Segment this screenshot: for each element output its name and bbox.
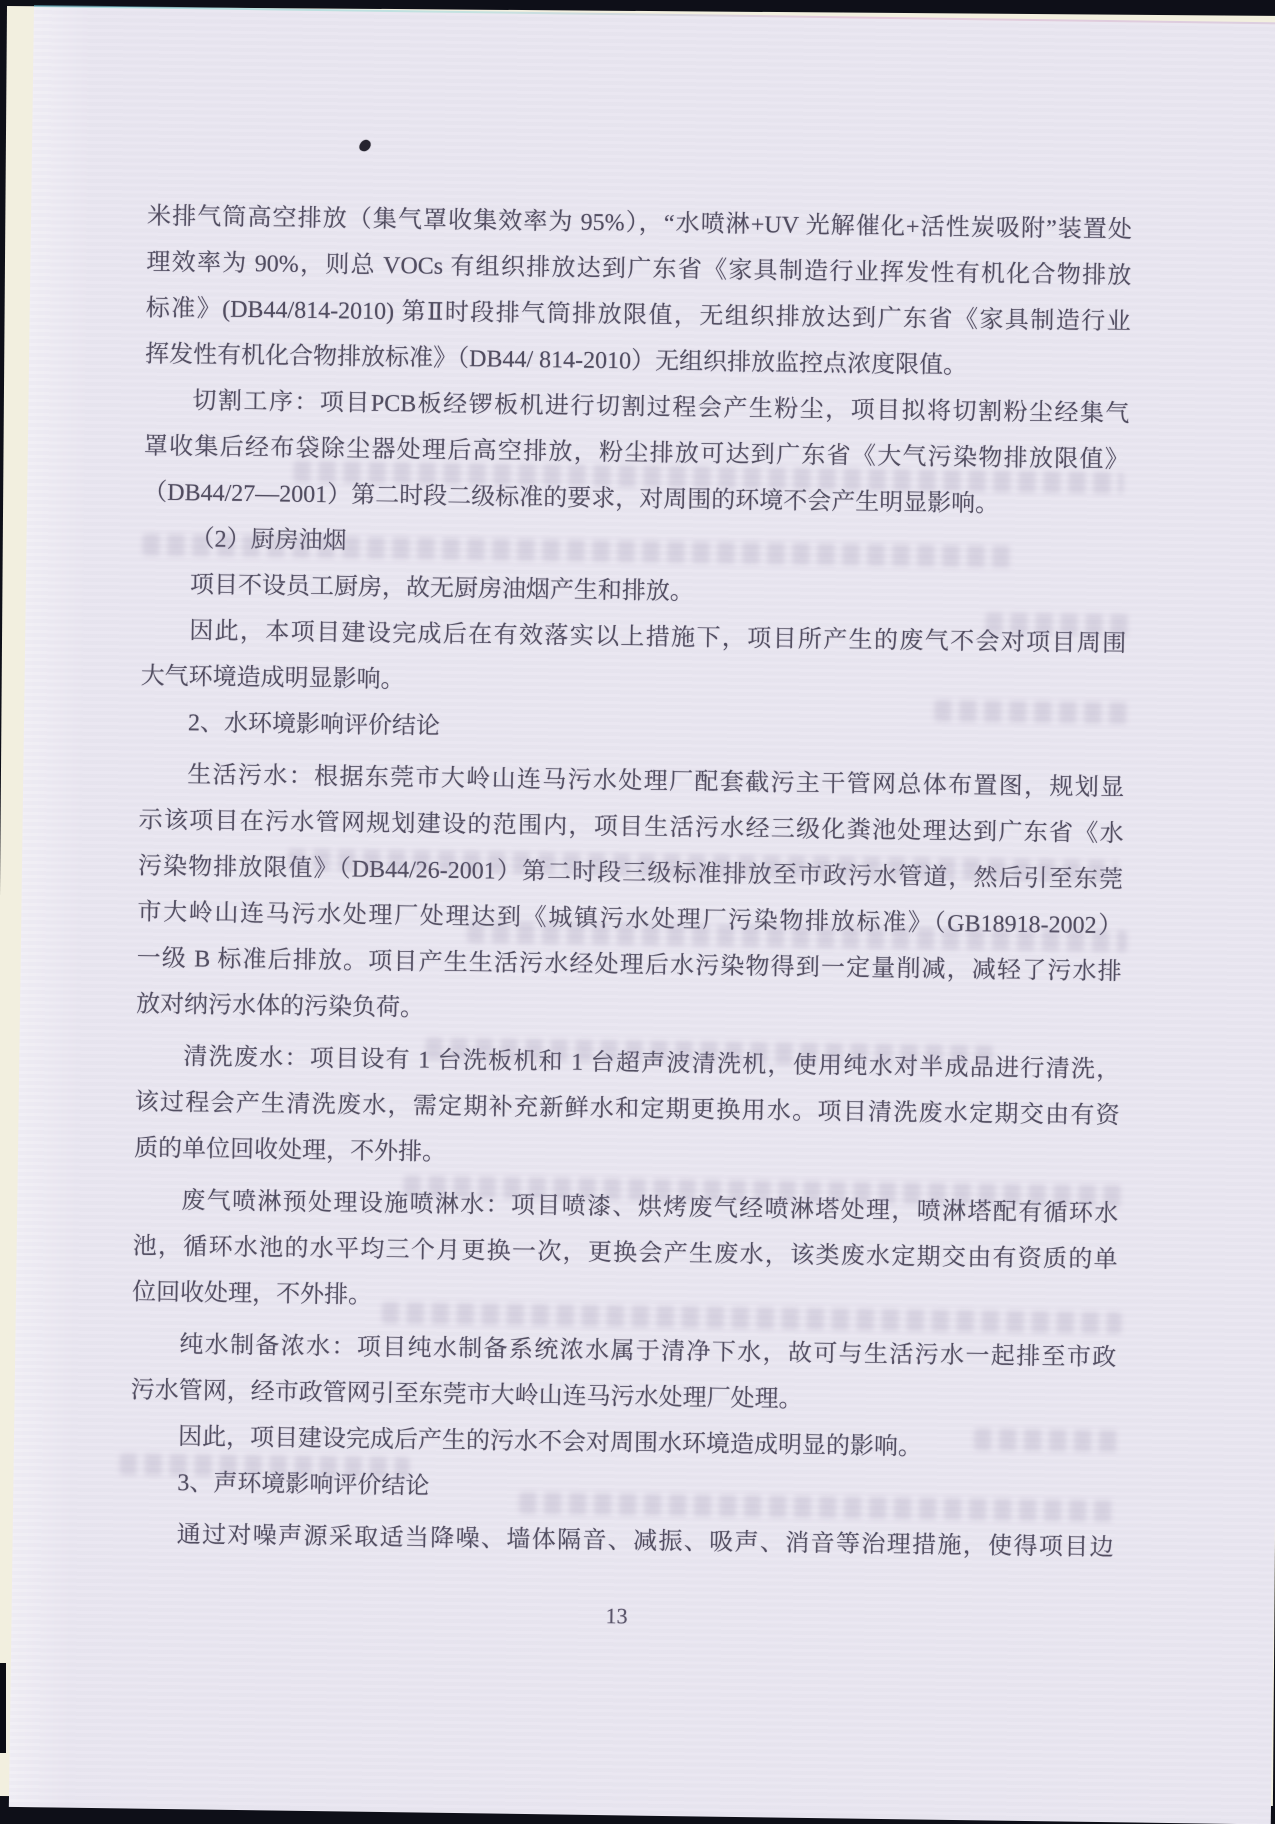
- text-line: 2、水环境影响评价结论: [187, 710, 441, 740]
- text-line: 清洗废水：项目设有 1 台洗板机和 1 台超声波清洗机，使用纯水对半成品进行清洗，: [183, 1044, 1121, 1084]
- text-line: 理效率为 90%，则总 VOCs 有组织排放达到广东省《家具制造行业挥发性有机化合物排放: [146, 249, 1132, 290]
- paragraph: [143, 378, 1130, 530]
- text-line: 示该项目在污水管网规划建设的范围内，项目生活污水经三级化粪池处理达到广东省《水: [138, 807, 1124, 848]
- paragraph: [145, 194, 1132, 392]
- text-line: 挥发性有机化合物排放标准》（DB44/ 814-2010）无组织排放监控点浓度限值。: [144, 341, 968, 380]
- text-line: 质的单位回收处理，不外排。: [133, 1135, 447, 1166]
- text-line: 通过对噪声源采取适当降噪、墙体隔音、减振、吸声、消音等治理措施，使得项目边: [176, 1522, 1114, 1562]
- text-line: 市大岭山连马污水处理厂处理达到《城镇污水处理厂污染物排放标准》（GB18918-2002）: [137, 899, 1123, 940]
- text-line: 因此，项目建设完成后产生的污水不会对周围水环境造成明显的影响。: [177, 1424, 923, 1461]
- text-line: 一级 B 标准后排放。项目产生生活污水经处理后水污染物得到一定量削减，减轻了污水排: [136, 945, 1122, 986]
- text-line: 该过程会产生清洗废水，需定期补充新鲜水和定期更换用水。项目清洗废水定期交由有资: [134, 1089, 1120, 1130]
- scan-edge-artifact: [0, 1663, 6, 1753]
- bleedthrough-artifact: [974, 1428, 1124, 1452]
- bleedthrough-artifact: [934, 700, 1134, 725]
- page-number: 13: [605, 1603, 628, 1629]
- text-line: 池，循环水池的水平均三个月更换一次，更换会产生废水，该类废水定期交由有资质的单: [132, 1233, 1118, 1274]
- paragraph: [136, 752, 1125, 1042]
- paragraph: [130, 1321, 1116, 1427]
- bleedthrough-artifact: [985, 612, 1135, 636]
- text-line: 位回收处理，不外排。: [131, 1279, 373, 1309]
- paragraph: [128, 1511, 1114, 1571]
- paragraph: [140, 608, 1126, 714]
- text-line: 罩收集后经布袋除尘器处理后高空排放，粉尘排放可达到广东省《大气污染物排放限值》: [143, 433, 1129, 474]
- text-line: 因此，本项目建设完成后在有效落实以上措施下，项目所产生的废气不会对项目周围: [189, 618, 1127, 658]
- text-line: 污水管网，经市政管网引至东莞市大岭山连马污水处理厂处理。: [130, 1377, 803, 1413]
- text-line: 米排气筒高空排放（集气罩收集效率为 95%），“水喷淋+UV 光解催化+活性炭吸附”装置处: [146, 203, 1133, 244]
- text-block: [128, 194, 1132, 1572]
- text-line: 3、声环境影响评价结论: [177, 1470, 430, 1500]
- text-line: 放对纳污水体的污染负荷。: [135, 991, 425, 1022]
- ink-dot-artifact: [358, 138, 373, 153]
- text-line: （2）厨房油烟: [190, 526, 347, 555]
- text-line: （DB44/27—2001）第二时段二级标准的要求，对周围的环境不会产生明显影响。: [143, 479, 1000, 518]
- text-line: 纯水制备浓水：项目纯水制备系统浓水属于清净下水，故可与生活污水一起排至市政: [179, 1332, 1117, 1372]
- text-line: 切割工序：项目PCB板经锣板机进行切割过程会产生粉尘，项目拟将切割粉尘经集气: [192, 388, 1130, 428]
- document-page: [9, 7, 1275, 1824]
- text-line: 大气环境造成明显影响。: [140, 663, 405, 694]
- text-line: 标准》(DB44/814-2010) 第Ⅱ时段排气筒排放限值，无组织排放达到广东省《家具制造行业: [145, 295, 1131, 336]
- bleedthrough-artifact: [120, 1453, 410, 1479]
- text-line: 项目不设员工厨房，故无厨房油烟产生和排放。: [189, 572, 695, 606]
- text-line: 污染物排放限值》（DB44/26-2001）第二时段三级标准排放至市政污水管道，然后引至东莞: [137, 853, 1124, 894]
- text-line: 生活污水：根据东莞市大岭山连马污水处理厂配套截污主干管网总体布置图，规划显: [187, 762, 1125, 802]
- text-line: 废气喷淋预处理设施喷淋水：项目喷漆、烘烤废气经喷淋塔处理，喷淋塔配有循环水: [181, 1188, 1119, 1228]
